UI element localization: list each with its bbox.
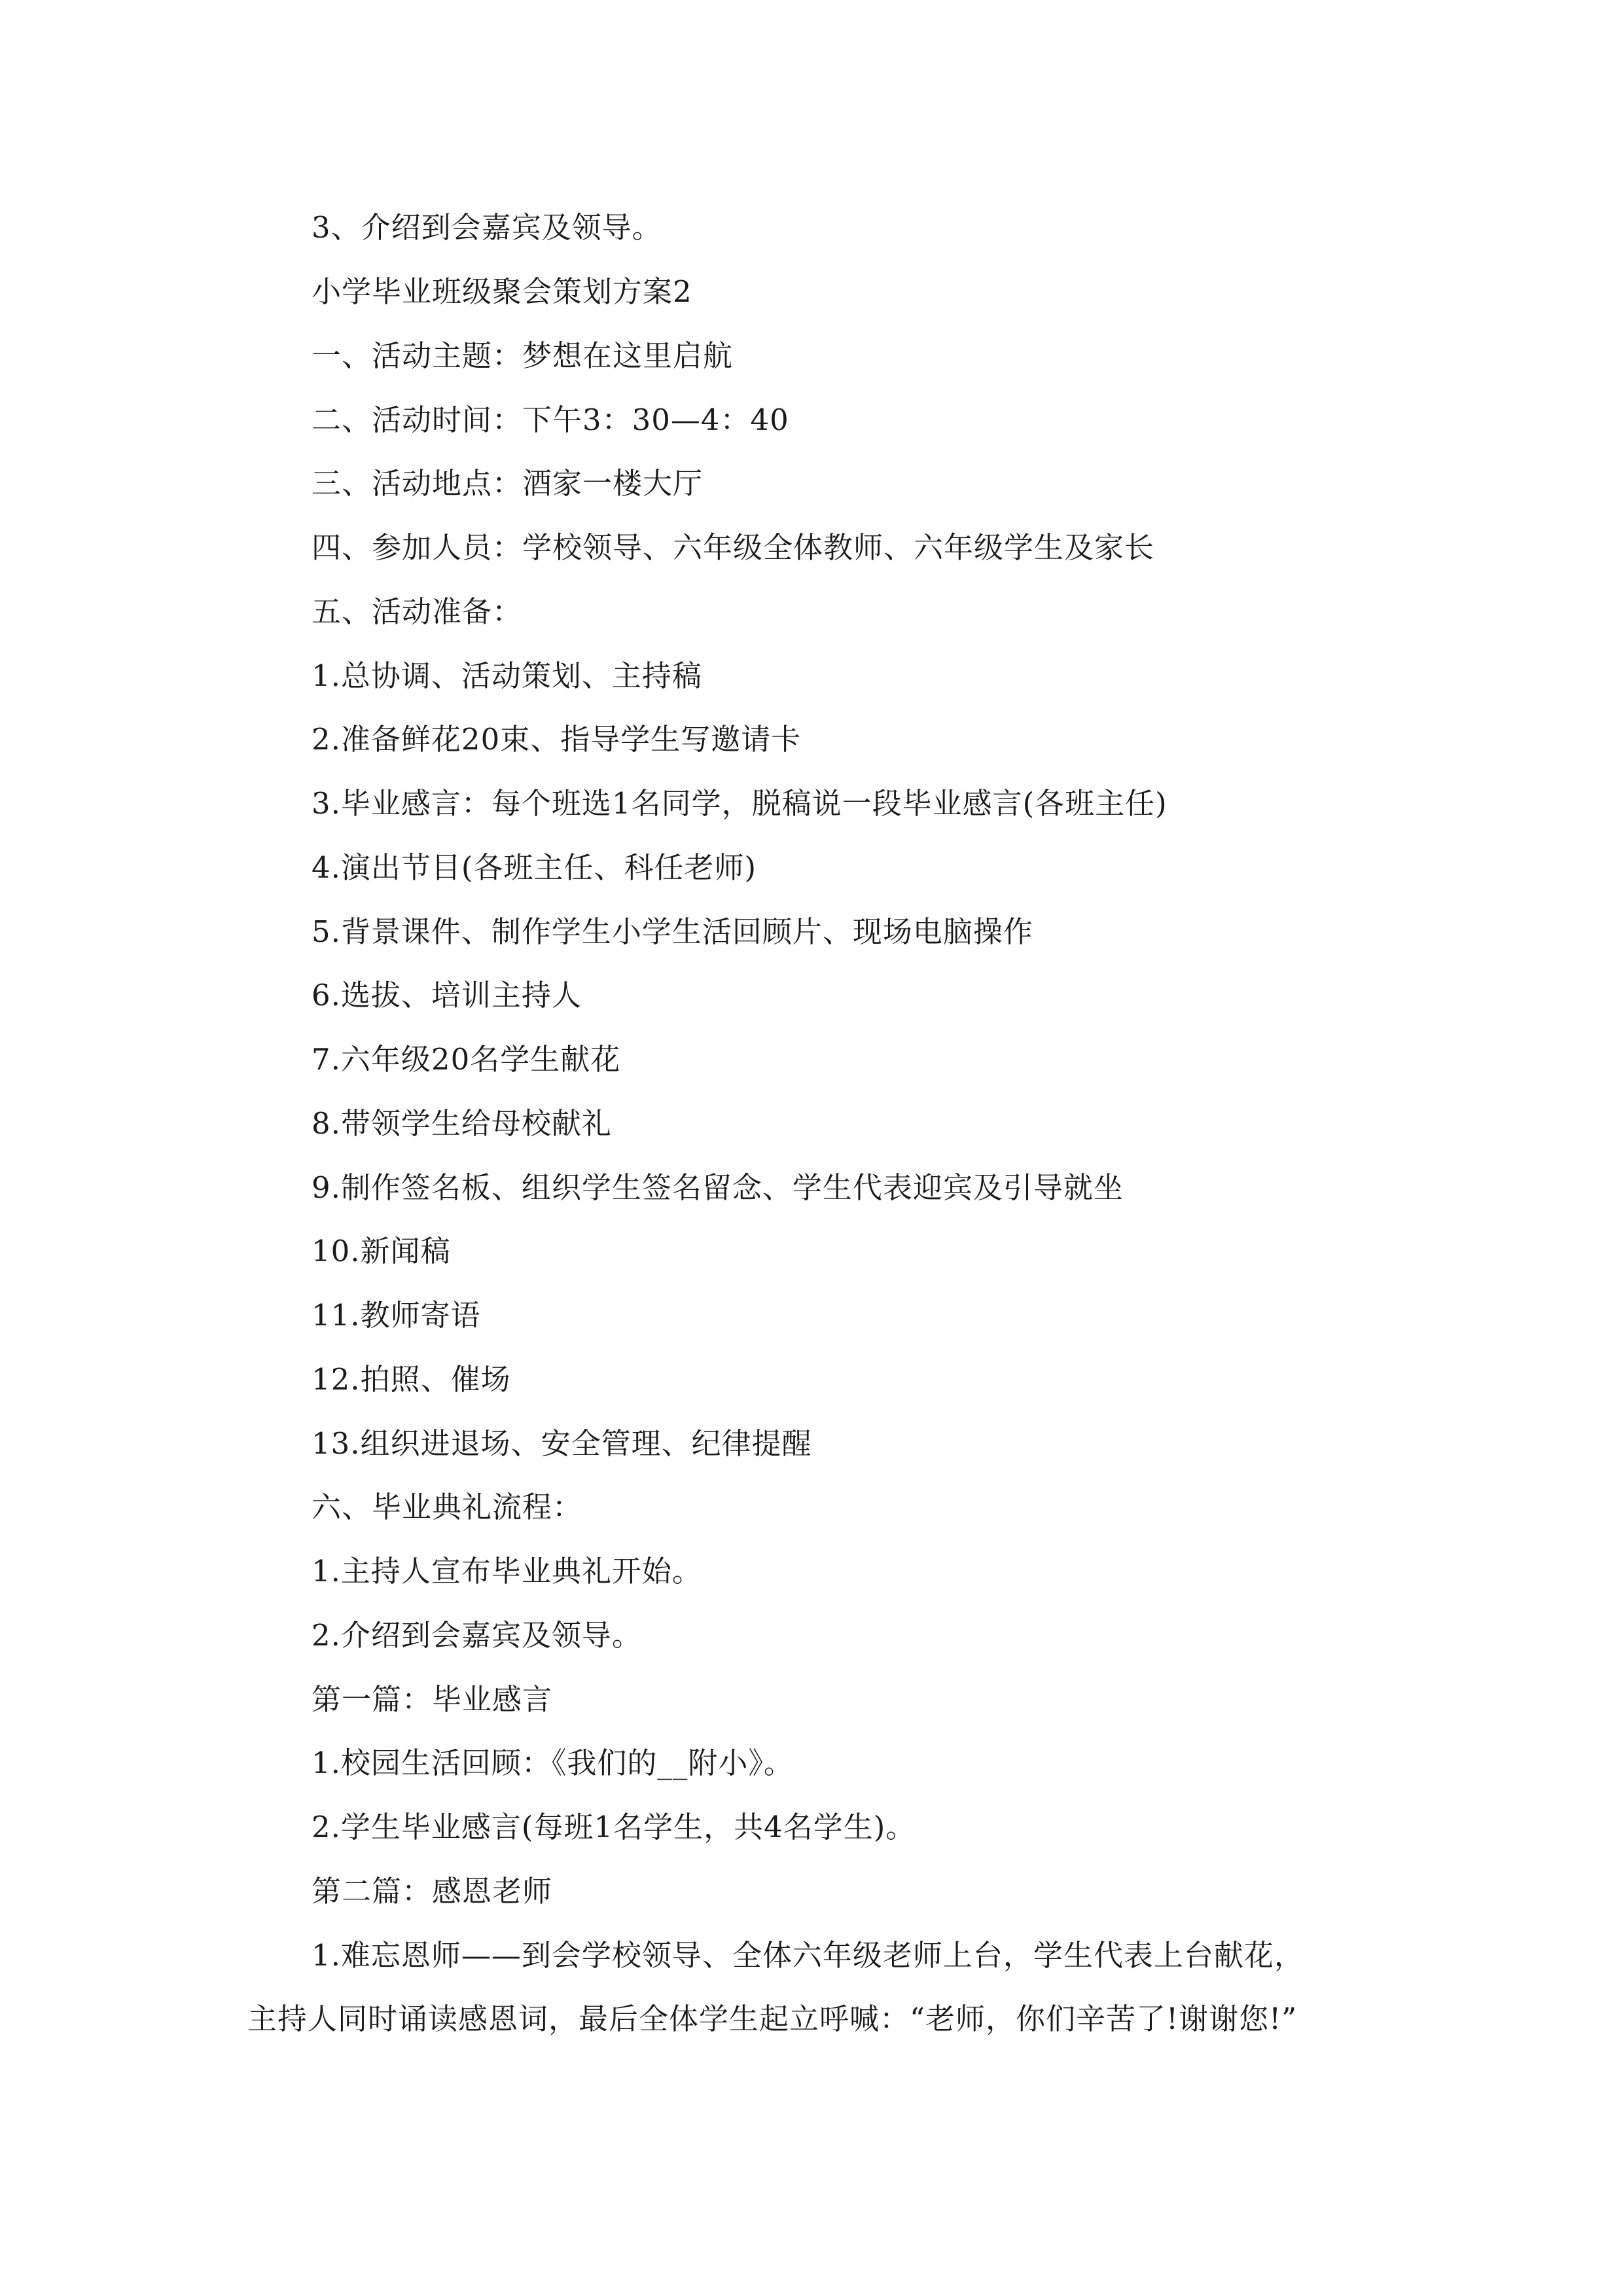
section-title: 小学毕业班级聚会策划方案2 xyxy=(312,274,692,309)
text-line: 六、毕业典礼流程： xyxy=(312,1490,583,1524)
list-item: 1.主持人宣布毕业典礼开始。 xyxy=(312,1554,702,1588)
list-item: 11.教师寄语 xyxy=(312,1298,481,1333)
text-line: 二、活动时间：下午3：30—4：40 xyxy=(312,403,789,437)
list-item: 1.校园生活回顾：《我们的__附小》。 xyxy=(312,1746,794,1780)
list-item: 13.组织进退场、安全管理、纪律提醒 xyxy=(312,1426,812,1461)
list-item: 1.总协调、活动策划、主持稿 xyxy=(312,658,702,693)
text-line: 第二篇：感恩老师 xyxy=(312,1874,553,1909)
list-item: 3.毕业感言：每个班选1名同学，脱稿说一段毕业感言(各班主任) xyxy=(312,786,1168,821)
list-item: 10.新闻稿 xyxy=(312,1234,451,1268)
text-line: 3、介绍到会嘉宾及领导。 xyxy=(312,210,662,245)
list-item: 8.带领学生给母校献礼 xyxy=(312,1106,612,1141)
list-item: 2.准备鲜花20束、指导学生写邀请卡 xyxy=(312,722,802,757)
list-item: 6.选拔、培训主持人 xyxy=(312,978,582,1013)
text-line: 第一篇：毕业感言 xyxy=(312,1682,553,1717)
list-item: 7.六年级20名学生献花 xyxy=(312,1042,621,1077)
list-item: 2.介绍到会嘉宾及领导。 xyxy=(312,1618,642,1653)
list-item: 12.拍照、催场 xyxy=(312,1362,511,1397)
text-line: 五、活动准备： xyxy=(312,594,523,629)
list-item: 9.制作签名板、组织学生签名留念、学生代表迎宾及引导就坐 xyxy=(312,1170,1124,1205)
text-line: 三、活动地点：酒家一楼大厅 xyxy=(312,466,704,501)
text-line: 四、参加人员：学校领导、六年级全体教师、六年级学生及家长 xyxy=(312,530,1155,565)
list-item: 4.演出节目(各班主任、科任老师) xyxy=(312,850,757,885)
list-item: 5.背景课件、制作学生小学生活回顾片、现场电脑操作 xyxy=(312,914,1033,949)
list-item: 1.难忘恩师——到会学校领导、全体六年级老师上台，学生代表上台献花， xyxy=(312,1938,1304,1973)
text-line: 一、活动主题：梦想在这里启航 xyxy=(312,338,734,373)
list-item-continuation: 主持人同时诵读感恩词，最后全体学生起立呼喊：“老师，你们辛苦了!谢谢您!” xyxy=(247,2001,1298,2036)
list-item: 2.学生毕业感言(每班1名学生，共4名学生)。 xyxy=(312,1810,916,1844)
